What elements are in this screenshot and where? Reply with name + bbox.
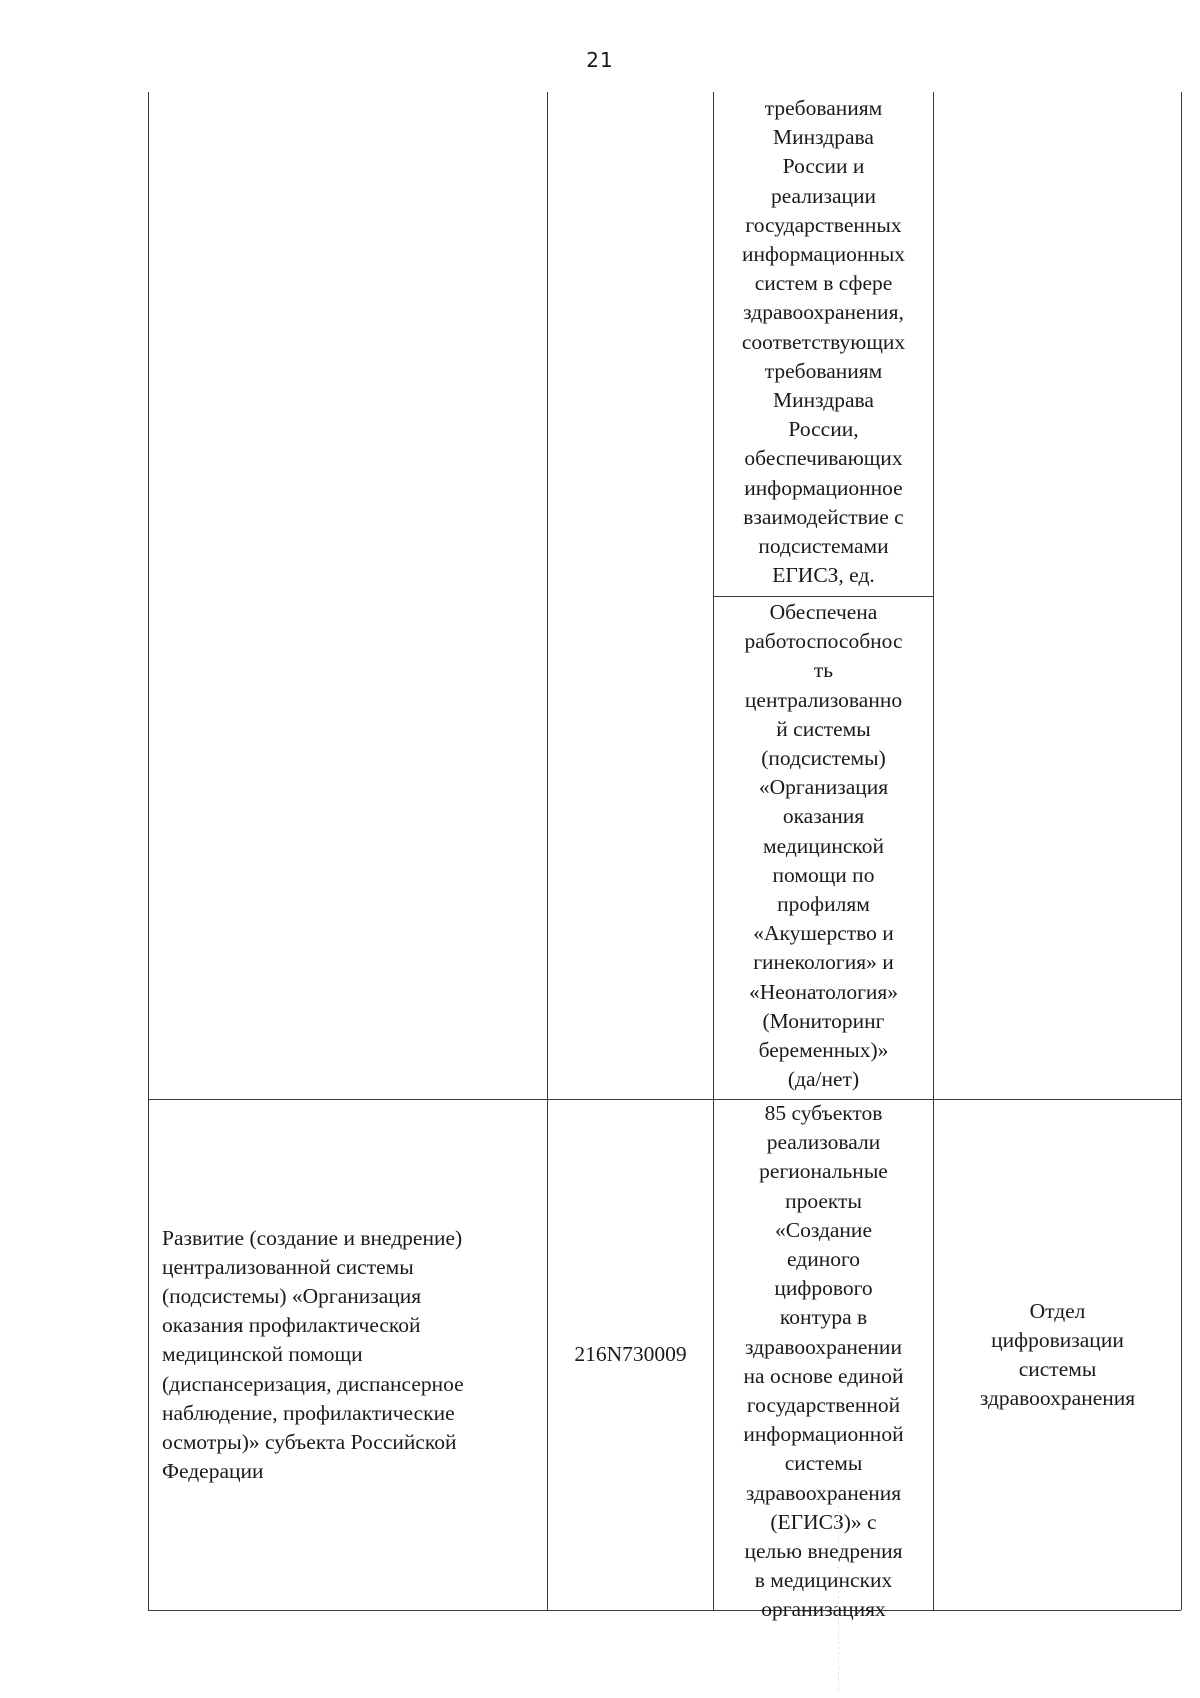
text-line: системы <box>1018 1357 1097 1381</box>
responsible-unit-lines <box>980 1297 1135 1414</box>
text-line: (ЕГИСЗ)» с <box>770 1509 877 1534</box>
text-line: (да/нет) <box>787 1067 860 1092</box>
text-line: профилям <box>777 892 870 917</box>
text-line: систем в сфере <box>754 271 893 296</box>
text-line: осмотры)» субъекта Российской <box>162 1430 457 1454</box>
text-line: взаимодействие с <box>743 504 904 529</box>
text-line: реализации <box>770 183 877 208</box>
text-line: медицинской <box>763 833 884 858</box>
responsible-unit-cell <box>934 1101 1181 1609</box>
text-line: государственных <box>745 212 902 237</box>
indicator-cell-3 <box>714 1099 933 1622</box>
text-line: в медицинских <box>754 1568 893 1593</box>
table-border-bottom <box>148 1610 1181 1611</box>
text-line: Обеспечена <box>769 600 878 624</box>
text-line: Развитие (создание и внедрение) <box>162 1225 463 1250</box>
text-line: соответствующих <box>741 329 906 354</box>
text-line: системы <box>784 1451 863 1476</box>
text-line: 85 субъектов <box>764 1101 883 1125</box>
text-line: «Акушерство и <box>753 921 894 946</box>
text-line: информационных <box>741 242 906 267</box>
text-line: информационной <box>743 1422 904 1447</box>
scan-fold-line <box>838 1500 839 1690</box>
text-line: централизованной системы <box>162 1254 414 1279</box>
text-line: работоспособнос <box>744 629 903 654</box>
text-line: здравоохранения <box>745 1480 902 1505</box>
text-line: реализовали <box>766 1130 881 1155</box>
text-line: Федерации <box>162 1459 264 1484</box>
text-line: (подсистемы) «Организация <box>162 1283 422 1308</box>
activity-name-lines <box>162 1224 464 1487</box>
row-divider <box>148 1099 1181 1100</box>
text-line: здравоохранении <box>745 1334 902 1359</box>
text-line: беременных)» <box>758 1038 889 1063</box>
text-line: проекты <box>785 1188 862 1213</box>
text-line: (подсистемы) <box>761 746 886 771</box>
indicator-cell-1-lines <box>742 94 905 590</box>
indicator-cell-3-lines <box>743 1099 903 1625</box>
text-line: (диспансеризация, диспансерное <box>162 1371 464 1396</box>
indicator-cell-2 <box>714 598 933 1098</box>
code-value: 216N730009 <box>574 1342 687 1367</box>
text-line: России и <box>782 154 865 179</box>
text-line: обеспечивающих <box>744 446 903 471</box>
text-line: информационное <box>744 475 903 500</box>
text-line: здравоохранения <box>979 1386 1136 1411</box>
text-line: ЕГИСЗ, ед. <box>772 563 875 588</box>
text-line: гинекология» и <box>753 950 894 975</box>
text-line: подсистемами <box>758 534 889 559</box>
table-border-right <box>1181 92 1182 1610</box>
text-line: единого <box>787 1247 860 1272</box>
text-line: Минздрава <box>773 388 874 413</box>
text-line: России, <box>788 417 859 442</box>
text-line: целью внедрения <box>744 1539 903 1564</box>
text-line: региональные <box>759 1159 888 1184</box>
text-line: й системы <box>776 716 871 741</box>
table-border-left <box>148 92 149 1610</box>
text-line: на основе единой <box>743 1363 904 1388</box>
text-line: медицинской помощи <box>162 1342 363 1367</box>
text-line: оказания <box>782 804 865 829</box>
code-cell <box>548 1101 713 1609</box>
text-line: (Мониторинг <box>762 1008 885 1033</box>
text-line: оказания профилактической <box>162 1313 421 1338</box>
text-line: «Неонатология» <box>748 979 899 1004</box>
text-line: централизованно <box>744 687 903 712</box>
text-line: Отдел <box>1029 1298 1086 1323</box>
text-line: требованиям <box>764 96 883 120</box>
text-line: ть <box>813 658 834 683</box>
text-line: цифрового <box>774 1276 873 1301</box>
text-line: наблюдение, профилактические <box>162 1400 455 1425</box>
text-line: «Организация <box>758 775 889 800</box>
indicator-cell-1 <box>714 94 933 594</box>
text-line: Минздрава <box>773 125 874 150</box>
indicator-cell-divider <box>713 596 933 597</box>
text-line: здравоохранения, <box>743 300 904 325</box>
indicator-cell-2-lines <box>745 598 903 1094</box>
text-line: требованиям <box>764 358 883 383</box>
text-line: цифровизации <box>991 1327 1124 1352</box>
text-line: «Создание <box>775 1217 872 1242</box>
activity-name-cell <box>162 1101 546 1609</box>
text-line: организациях <box>761 1597 886 1622</box>
text-line: помощи по <box>772 862 875 887</box>
page-number: 21 <box>586 48 614 72</box>
text-line: контура в <box>779 1305 868 1330</box>
text-line: государственной <box>746 1393 901 1418</box>
